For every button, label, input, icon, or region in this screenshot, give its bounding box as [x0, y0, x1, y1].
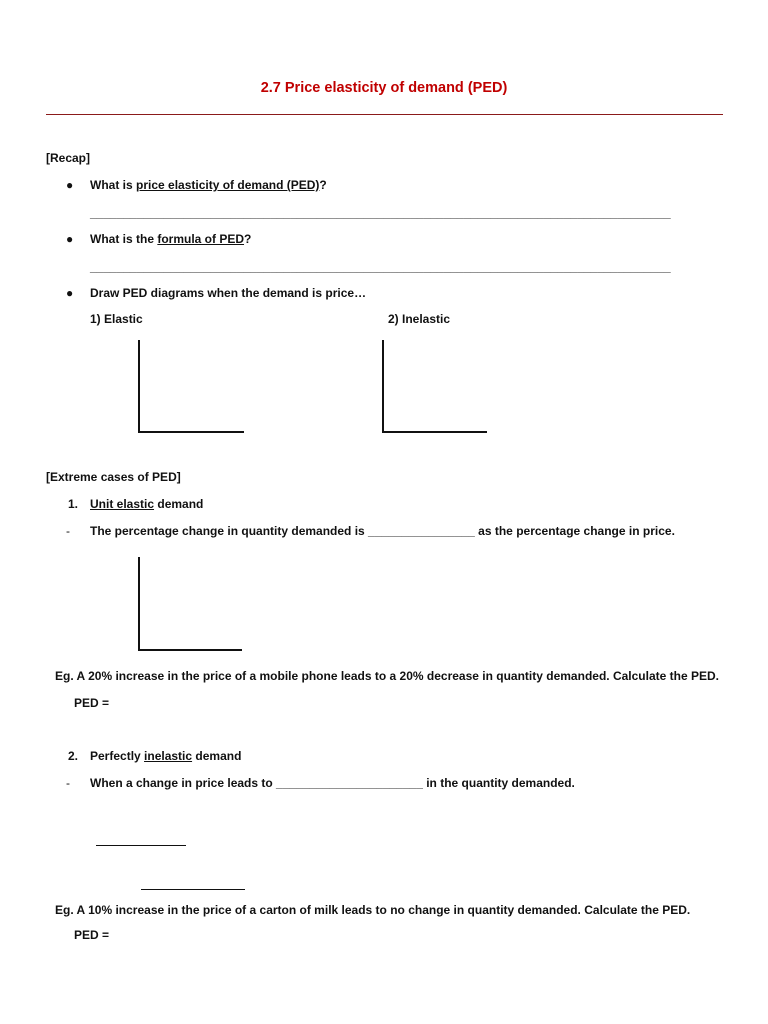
dash: -: [66, 524, 70, 538]
item-1-description: The percentage change in quantity demanded is ________________ as the percentage change in price.: [90, 524, 675, 538]
elastic-x-axis: [138, 431, 244, 433]
recap-question-3: Draw PED diagrams when the demand is price…: [90, 286, 367, 300]
q2-end: ?: [244, 232, 252, 246]
example-1: Eg. A 20% increase in the price of a mobile phone leads to a 20% decrease in quantity demanded. Calculate the PED.: [55, 669, 719, 683]
elastic-y-axis: [138, 340, 140, 433]
answer-line-2[interactable]: _______________________________________________________________________________________: [90, 260, 671, 274]
bullet-icon: ●: [66, 178, 74, 192]
unit-elastic-y-axis: [138, 557, 140, 651]
recap-question-1: [90, 177, 327, 193]
q2-underlined: formula of PED: [157, 232, 245, 246]
example-2: Eg. A 10% increase in the price of a carton of milk leads to no change in quantity demanded. Calculate the PED.: [55, 903, 691, 917]
page-title: 2.7 Price elasticity of demand (PED): [260, 80, 508, 96]
q1-text: What is: [90, 178, 137, 192]
q1-underlined: price elasticity of demand (PED): [136, 178, 320, 192]
item-2-number: 2.: [68, 749, 79, 763]
diagram-line-lower: [141, 889, 245, 890]
inelastic-y-axis: [382, 340, 384, 433]
answer-line-1[interactable]: _______________________________________________________________________________________: [90, 206, 671, 220]
title-divider: [46, 114, 723, 115]
item-1-number: 1.: [68, 497, 79, 511]
item-2-title: [90, 748, 241, 764]
ped-answer-2[interactable]: PED =: [74, 928, 110, 942]
item-2-underlined: inelastic: [144, 749, 193, 763]
item-2-text: Perfectly: [90, 749, 145, 763]
item-2-rest: demand: [192, 749, 242, 763]
recap-heading: [Recap]: [46, 151, 91, 165]
item-1-rest: demand: [154, 497, 204, 511]
diagram-line-upper: [96, 845, 186, 846]
bullet-icon: ●: [66, 232, 74, 246]
elastic-label: 1) Elastic: [90, 312, 143, 326]
q1-end: ?: [319, 178, 327, 192]
extreme-heading: [Extreme cases of PED]: [46, 470, 181, 484]
ped-answer-1[interactable]: PED =: [74, 696, 110, 710]
item-2-description: When a change in price leads to ______________________ in the quantity demanded.: [90, 776, 575, 790]
recap-question-2: [90, 231, 251, 247]
item-1-underlined: Unit elastic: [90, 497, 155, 511]
bullet-icon: ●: [66, 286, 74, 300]
inelastic-x-axis: [382, 431, 487, 433]
item-1-title: [90, 496, 203, 512]
inelastic-label: 2) Inelastic: [388, 312, 451, 326]
unit-elastic-x-axis: [138, 649, 242, 651]
q2-text: What is the: [90, 232, 158, 246]
dash: -: [66, 776, 70, 790]
